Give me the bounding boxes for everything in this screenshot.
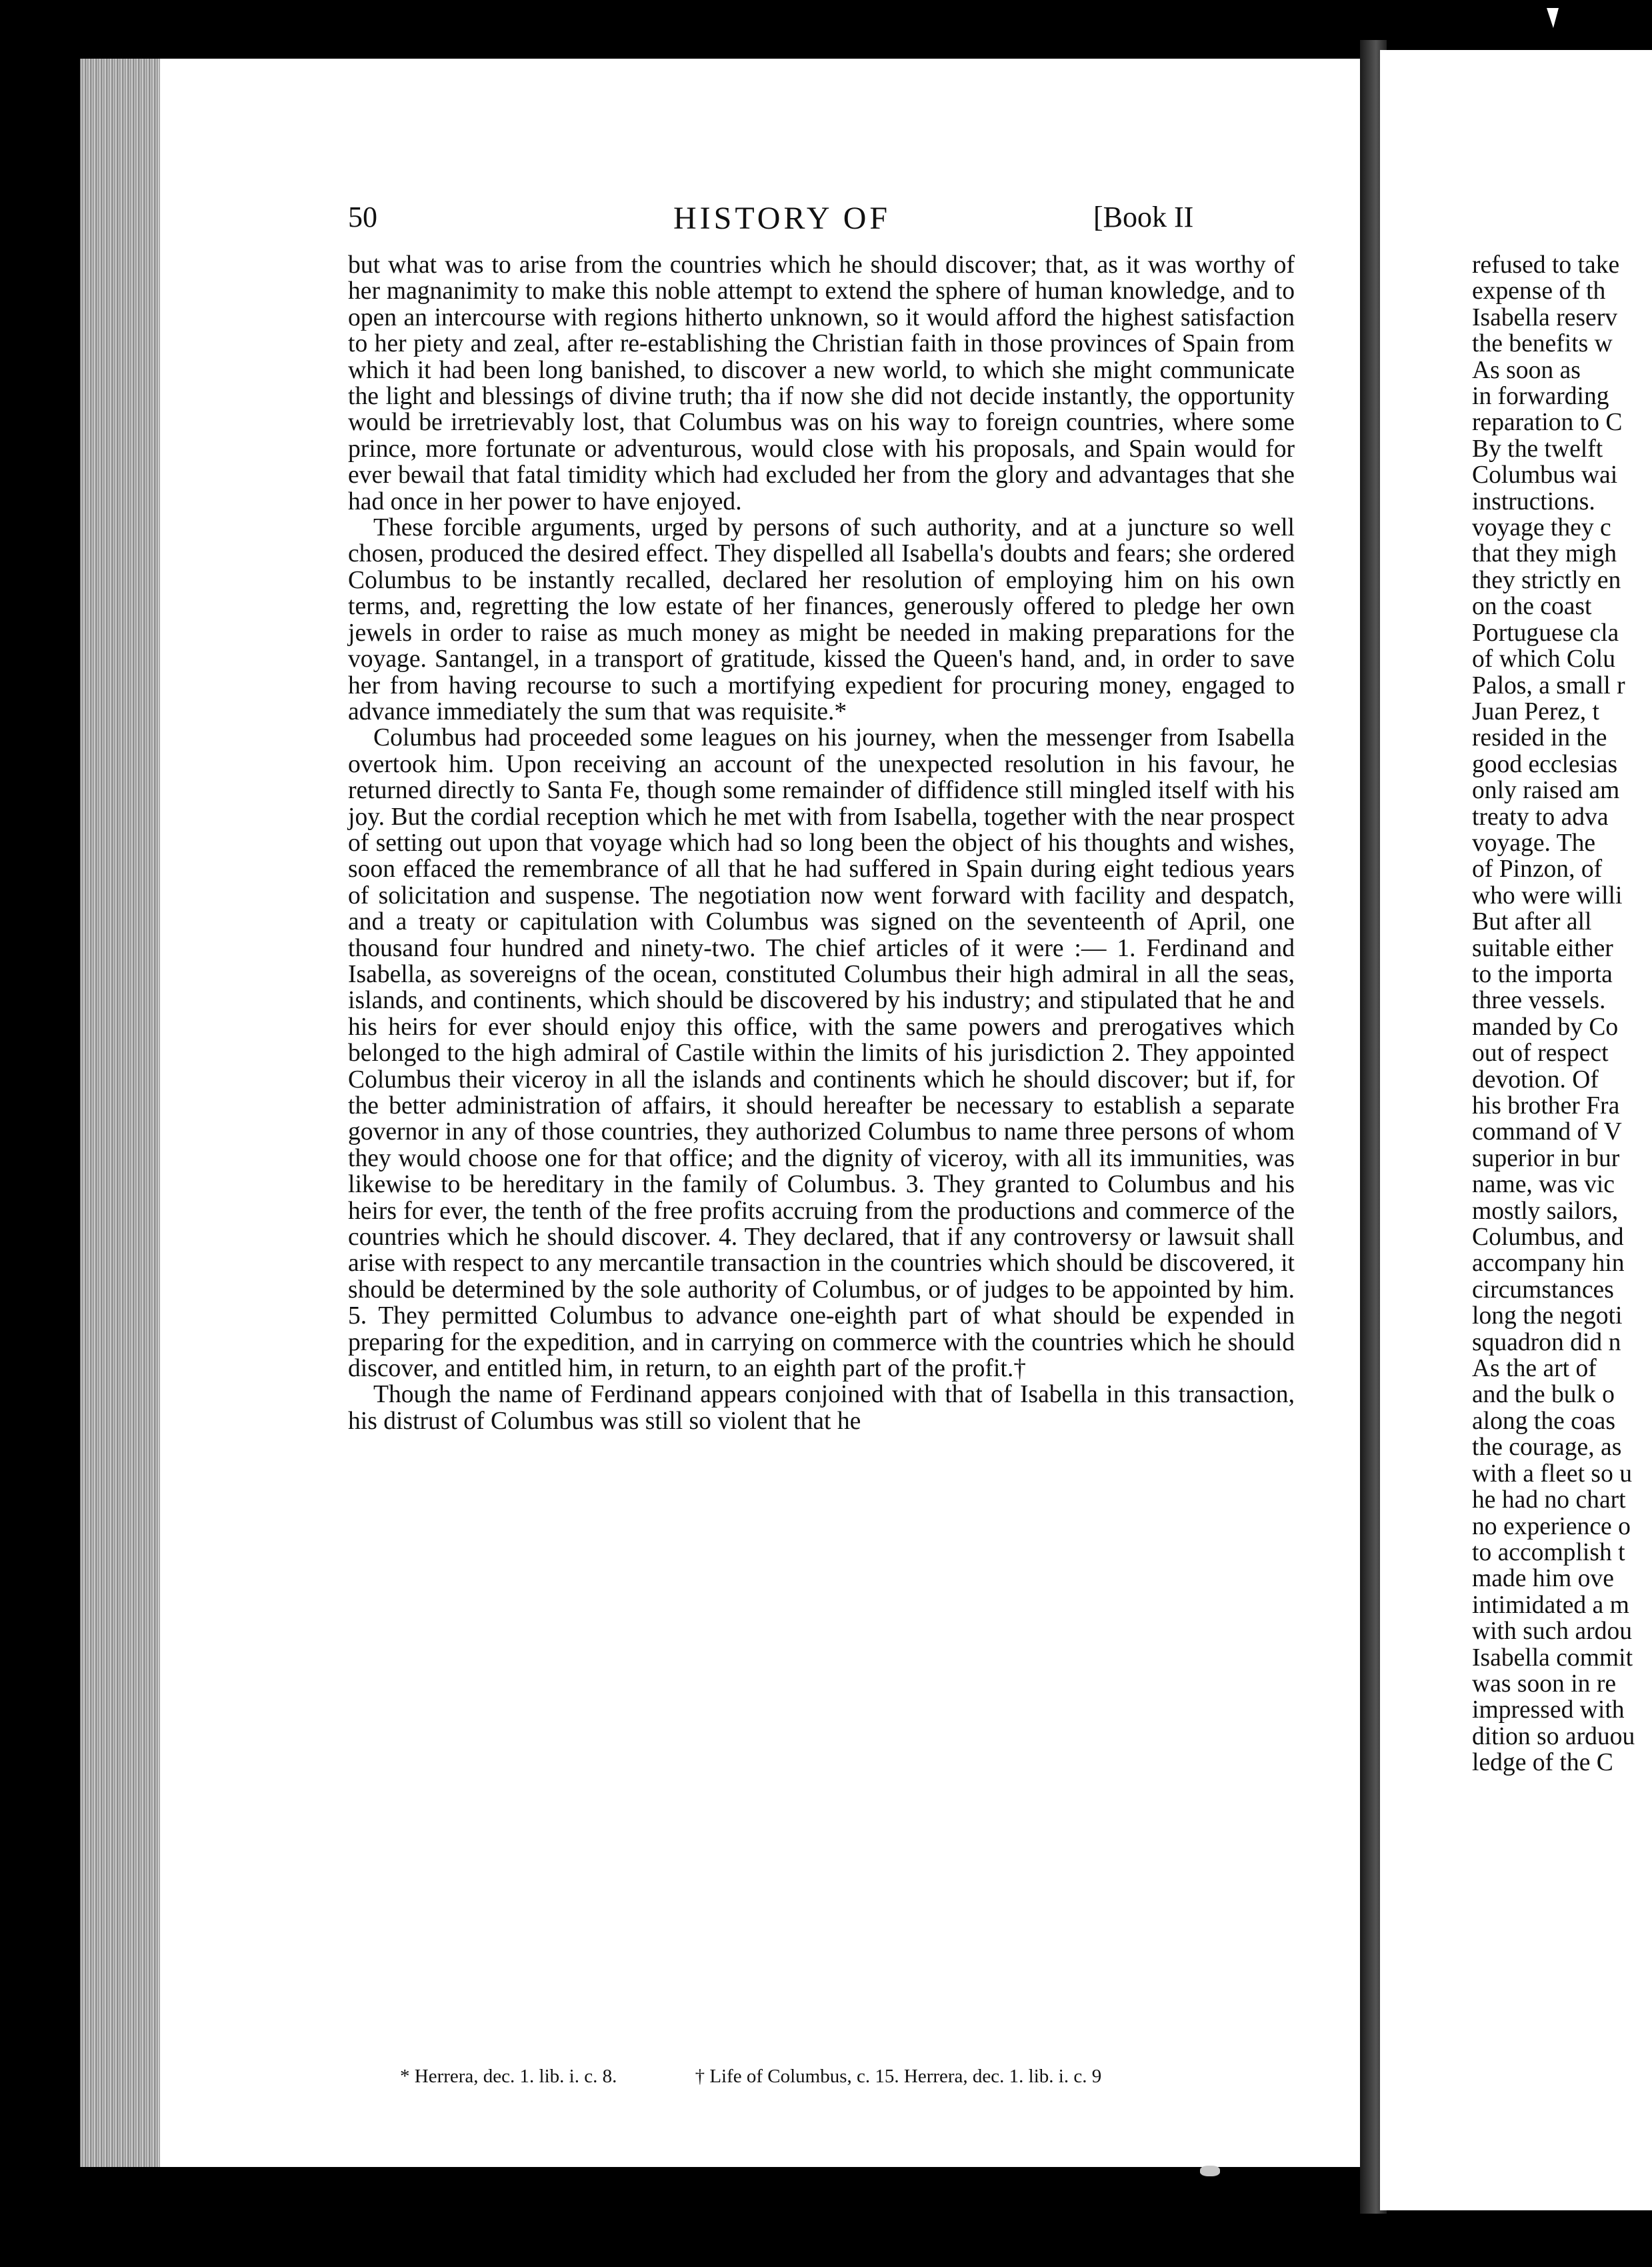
right-page-line: reparation to C	[1472, 409, 1623, 437]
right-page-body	[1472, 252, 1652, 1776]
right-page-line: his brother Fra	[1472, 1092, 1620, 1119]
right-page-line: manded by Co	[1472, 1013, 1619, 1041]
right-page-line: superior in bur	[1472, 1144, 1620, 1172]
footnote: * Herrera, dec. 1. lib. i. c. 8.	[400, 2066, 617, 2087]
page-edges	[80, 59, 160, 2167]
right-page-line: good ecclesias	[1472, 750, 1618, 778]
right-page-line: out of respect	[1472, 1039, 1609, 1067]
paragraph: These forcible arguments, urged by persons of such authority, and at a juncture so well chosen, produced the desired effect. They dispelled all Isabella's doubts and fears; she ordered Columbus to be instantly recalled, declared her resolution of employing him on his own terms, and, regretting the low estate of her finances, generously offered to pledge her own jewels in order to raise as much money as might be needed in making preparations for the voyage. Santangel, in a transport of gratitude, kissed the Queen's hand, and, in order to save her from having recourse to such a mortifying expedient for procuring money, engaged to advance immediately the sum that was requisite.*	[348, 514, 1295, 725]
right-page-line: he had no chart	[1472, 1486, 1626, 1514]
right-page-line: with such ardou	[1472, 1618, 1633, 1646]
right-page-line: By the twelft	[1472, 435, 1603, 463]
right-page-line: made him ove	[1472, 1565, 1614, 1593]
right-page-line: Columbus wai	[1472, 461, 1618, 489]
right-page-line: As soon as	[1472, 356, 1581, 384]
right-page-line: the courage, as	[1472, 1434, 1622, 1462]
right-page-line: treaty to adva	[1472, 803, 1609, 831]
right-page-line: But after all	[1472, 908, 1592, 936]
right-page-line: instructions.	[1472, 487, 1595, 515]
scan-speck	[1200, 2166, 1220, 2176]
right-page-line: intimidated a m	[1472, 1591, 1629, 1619]
paragraph: Though the name of Ferdinand appears conjoined with that of Isabella in this transaction, his distrust of Columbus was still so violent that he	[348, 1381, 1295, 1435]
right-page-line: with a fleet so u	[1472, 1460, 1633, 1488]
right-page-line: Columbus, and	[1472, 1224, 1624, 1252]
right-page-line: suitable either	[1472, 934, 1613, 962]
right-page-line: ledge of the C	[1472, 1749, 1613, 1776]
right-page-line: voyage they c	[1472, 514, 1611, 542]
right-page-line: name, was vic	[1472, 1171, 1615, 1199]
right-page-line: squadron did n	[1472, 1328, 1621, 1356]
right-page-line: that they migh	[1472, 540, 1617, 568]
right-page-line: resided in the	[1472, 724, 1607, 752]
right-page-line: expense of th	[1472, 277, 1606, 305]
right-page-line: no experience o	[1472, 1512, 1631, 1540]
book-reference: [Book II	[1093, 201, 1194, 233]
right-page-line: of Pinzon, of	[1472, 855, 1603, 883]
right-page-line: Isabella commit	[1472, 1644, 1633, 1672]
footnote: † Life of Columbus, c. 15. Herrera, dec. 1. lib. i. c. 9	[695, 2066, 1102, 2087]
right-page-line: mostly sailors,	[1472, 1197, 1619, 1225]
right-page-line: to accomplish t	[1472, 1538, 1625, 1566]
right-page-line: Palos, a small r	[1472, 671, 1625, 699]
right-page-line: long the negoti	[1472, 1302, 1623, 1330]
running-title: HISTORY OF	[673, 201, 891, 236]
right-page-line: Juan Perez, t	[1472, 697, 1599, 725]
right-page-line: they strictly en	[1472, 566, 1621, 594]
right-page-line: circumstances	[1472, 1276, 1614, 1304]
right-page-line: accompany hin	[1472, 1250, 1625, 1278]
right-page-line: Isabella reserv	[1472, 303, 1618, 331]
paragraph: Columbus had proceeded some leagues on his journey, when the messenger from Isabella overtook him. Upon receiving an account of the unexpected resolution in his favour, he returned directly to Santa Fe, though some remainder of diffidence still mingled itself with his joy. But the cordial reception which he met with from Isabella, together with the near prospect of setting out upon that voyage which had so long been the object of his thoughts and wishes, soon effaced the remembrance of all that he had suffered in Spain during eight tedious years of solicitation and suspense. The negotiation now went forward with facility and despatch, and a treaty or capitulation with Columbus was signed on the seventeenth of April, one thousand four hundred and ninety-two. The chief articles of it were :— 1. Ferdinand and Isabella, as sovereigns of the ocean, constituted Columbus their high admiral in all the seas, islands, and continents, which should be discovered by his industry; and stipulated that he and his heirs for ever should enjoy this office, with the same powers and prerogatives which belonged to the high admiral of Castile within the limits of his jurisdiction 2. They appointed Columbus their viceroy in all the islands and continents which he should discover; but if, for the better administration of affairs, it should hereafter be necessary to establish a separate governor in any of those countries, they authorized Columbus to name three persons of whom they would choose one for that office; and the dignity of viceroy, with all its immunities, was likewise to be hereditary in the family of Columbus. 3. They granted to Columbus and his heirs for ever, the tenth of the free profits accruing from the productions and commerce of the countries which he should discover. 4. They declared, that if any controversy or lawsuit shall arise with respect to any mercantile transaction in the countries which should be discovered, it should be determined by the sole authority of Columbus, or of judges to be appointed by him. 5. They permitted Columbus to advance one-eighth part of what should be expended in preparing for the expedition, and in carrying on commerce with the countries which he should discover, and entitled him, in return, to an eighth part of the profit.†	[348, 724, 1295, 1383]
right-page-line: As the art of	[1472, 1355, 1597, 1383]
right-page-line: to the importa	[1472, 960, 1613, 988]
right-page-line: along the coas	[1472, 1407, 1615, 1435]
right-page-line: the benefits w	[1472, 330, 1613, 358]
right-page-line: who were willi	[1472, 881, 1623, 909]
right-page-line: in forwarding	[1472, 383, 1609, 411]
page-number: 50	[348, 201, 377, 233]
right-page-line: on the coast	[1472, 593, 1592, 621]
right-page-line: dition so arduou	[1472, 1722, 1635, 1750]
right-page-line: of which Colu	[1472, 645, 1616, 673]
right-page-line: and the bulk o	[1472, 1381, 1615, 1409]
right-page-line: Portuguese cla	[1472, 619, 1619, 647]
right-page-line: refused to take	[1472, 252, 1620, 279]
right-page-line: three vessels.	[1472, 987, 1606, 1015]
left-page-body	[348, 252, 1295, 1434]
right-page-line: command of V	[1472, 1118, 1622, 1146]
right-page-line: devotion. Of	[1472, 1065, 1599, 1093]
right-page-line: only raised am	[1472, 777, 1620, 805]
scan-mark	[1547, 8, 1559, 28]
footnotes	[400, 2066, 1293, 2088]
right-page-line: impressed with	[1472, 1696, 1625, 1724]
right-page-line: voyage. The	[1472, 829, 1596, 857]
paragraph: but what was to arise from the countries which he should discover; that, as it was worthy of her magnanimity to make this noble attempt to extend the sphere of human knowledge, and to open an intercourse with regions hitherto unknown, so it would afford the highest satisfaction to her piety and zeal, after re-establishing the Christian faith in those provinces of Spain from which it had been long banished, to discover a new world, to which she might communicate the light and blessings of divine truth; tha if now she did not decide instantly, the opportunity would be irretrievably lost, that Columbus was on his way to foreign countries, where some prince, more fortunate or adventurous, would close with his proposals, and Spain would for ever bewail that fatal timidity which had excluded her from the glory and advantages that she had once in her power to have enjoyed.	[348, 251, 1295, 515]
right-page-line: was soon in re	[1472, 1670, 1617, 1698]
